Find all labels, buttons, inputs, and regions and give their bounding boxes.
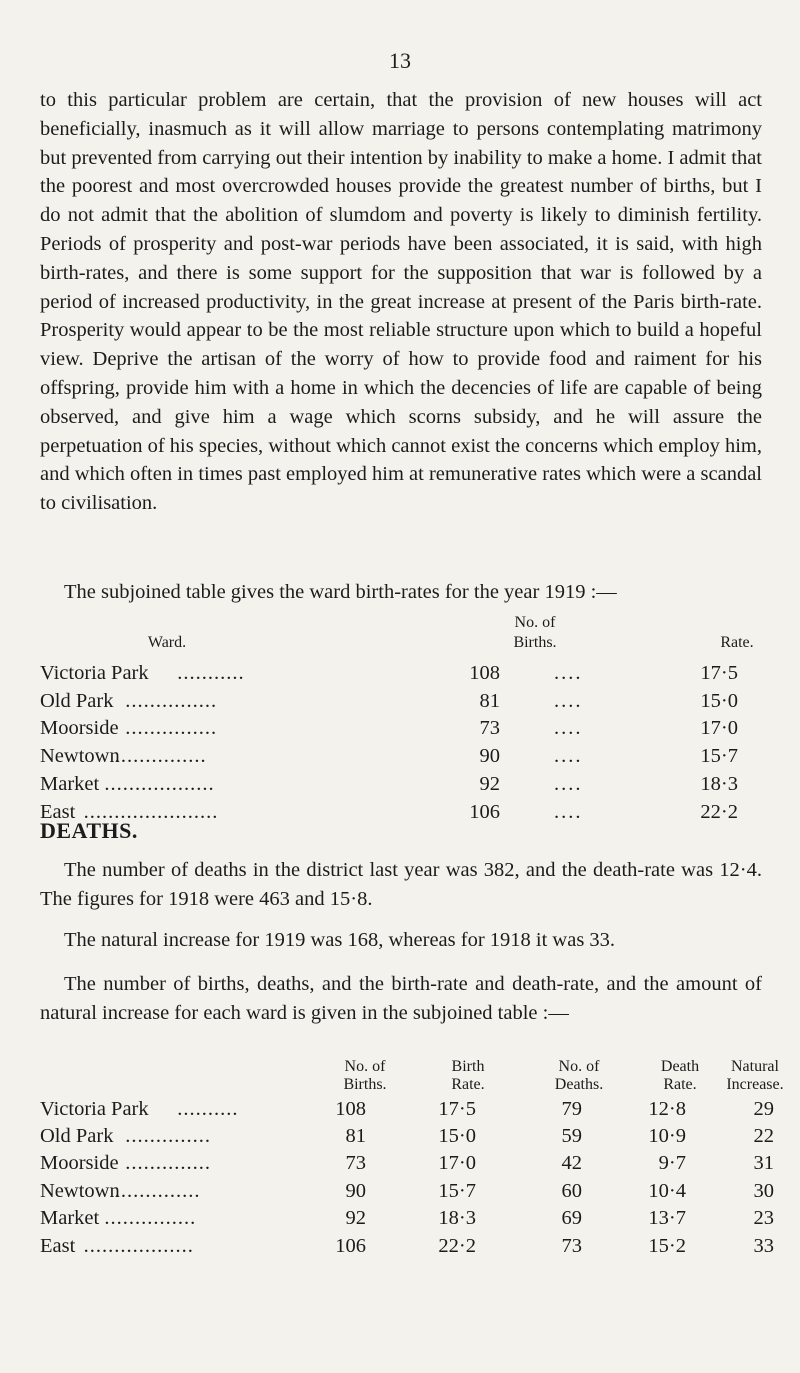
header2-deaths-line1: No. of <box>558 1058 600 1075</box>
deaths-heading: DEATHS. <box>40 818 138 843</box>
leader-dots: .................. <box>104 773 215 795</box>
births-value: 108 <box>335 1098 366 1120</box>
header2-natural-increase <box>712 1058 798 1094</box>
births-value: 90 <box>479 745 500 767</box>
birth-rate-value: 15·0 <box>438 1125 476 1147</box>
paragraph-ward-table-intro: The number of births, deaths, and the birth-rate and death-rate, and the amount of natural increase for each ward is given in the subjoined table :— <box>40 973 762 1024</box>
ward-name: Victoria Park <box>40 662 149 684</box>
table1-row <box>40 717 780 743</box>
header2-birth-rate-line1: Birth <box>451 1058 485 1075</box>
leader-dots: ...................... <box>83 801 219 823</box>
table2-row <box>40 1180 780 1206</box>
header-ward: Ward. <box>147 634 187 651</box>
ward-name: Newtown <box>40 745 120 767</box>
header2-natural-increase-line1: Natural <box>731 1058 779 1075</box>
separator-dots: .... <box>554 690 583 712</box>
rate-value: 17·0 <box>700 717 738 739</box>
births-value: 108 <box>469 662 500 684</box>
leader-dots: ............... <box>125 717 218 739</box>
death-rate-value: 10·9 <box>648 1125 686 1147</box>
table1-row <box>40 801 780 827</box>
births-value: 106 <box>469 801 500 823</box>
header2-births <box>320 1058 410 1094</box>
table2-row <box>40 1235 780 1261</box>
birth-rate-value: 15·7 <box>438 1180 476 1202</box>
rate-value: 15·0 <box>700 690 738 712</box>
leader-dots: .............. <box>125 1152 211 1174</box>
natural-increase-value: 31 <box>753 1152 774 1174</box>
birth-rate-value: 17·5 <box>438 1098 476 1120</box>
header2-death-rate-line1: Death <box>660 1058 700 1075</box>
separator-dots: .... <box>554 773 583 795</box>
table1-row <box>40 745 780 771</box>
ward-name: Moorside <box>40 717 119 739</box>
table1-row <box>40 690 780 716</box>
deaths-value: 60 <box>561 1180 582 1202</box>
natural-increase-value: 29 <box>753 1098 774 1120</box>
table1-row <box>40 662 780 688</box>
header-births-line1: No. of <box>514 614 556 631</box>
birth-rate-value: 22·2 <box>438 1235 476 1257</box>
separator-dots: .... <box>554 745 583 767</box>
ward-name: Moorside <box>40 1152 119 1174</box>
header2-death-rate <box>640 1058 720 1094</box>
ward-name: Market <box>40 1207 100 1229</box>
leader-dots: .......... <box>177 1098 239 1120</box>
deaths-value: 59 <box>561 1125 582 1147</box>
death-rate-value: 13·7 <box>648 1207 686 1229</box>
deaths-value: 79 <box>561 1098 582 1120</box>
births-value: 81 <box>345 1125 366 1147</box>
death-rate-value: 9·7 <box>658 1152 686 1174</box>
table2-row <box>40 1125 780 1151</box>
deaths-value: 42 <box>561 1152 582 1174</box>
births-value: 81 <box>479 690 500 712</box>
table2-row <box>40 1152 780 1178</box>
natural-increase-value: 23 <box>753 1207 774 1229</box>
separator-dots: .... <box>554 662 583 684</box>
ward-name: East <box>40 801 76 823</box>
leader-dots: ............... <box>125 690 218 712</box>
births-value: 73 <box>479 717 500 739</box>
leader-dots: ............... <box>104 1207 197 1229</box>
separator-dots: .... <box>554 717 583 739</box>
death-rate-value: 10·4 <box>648 1180 686 1202</box>
table2-row <box>40 1207 780 1233</box>
death-rate-value: 15·2 <box>648 1235 686 1257</box>
paragraph-natural-increase: The natural increase for 1919 was 168, whereas for 1918 it was 33. <box>64 929 616 951</box>
leader-dots: ........... <box>177 662 245 684</box>
paragraph-intro: to this particular problem are certain, that the provision of new houses will act beneficially, inasmuch as it will allow marriage to persons contemplating matrimony but prevented from carrying out their intention by inability to make a home. I admit that the poorest and most overcrowded houses provide the greatest number of births, but I do not admit that the abolition of slumdom and poverty is likely to diminish fertility. Periods of prosperity and post-war periods have been associated, it is said, with high birth-rates, and there is some support for the supposition that war is followed by a period of increased productivity, in the great increase at present of the Paris birth-rate. Prosperity would appear to be the most reliable structure upon which to build a hopeful view. Deprive the artisan of the worry of how to provide food and raiment for his offspring, provide him with a home in which the decencies of life are capable of being observed, and give him a wage which scorns subsidy, and he will assure the perpetuation of his species, without which cannot exist the concerns which employ him, and which often in times past employed him at remunerative rates which were a scandal to civilisation. <box>40 89 762 515</box>
header2-births-line2: Births. <box>343 1076 387 1093</box>
rate-value: 15·7 <box>700 745 738 767</box>
ward-name: Old Park <box>40 690 114 712</box>
natural-increase-value: 33 <box>753 1235 774 1257</box>
deaths-value: 69 <box>561 1207 582 1229</box>
separator-dots: .... <box>554 801 583 823</box>
death-rate-value: 12·8 <box>648 1098 686 1120</box>
natural-increase-value: 22 <box>753 1125 774 1147</box>
ward-name: Victoria Park <box>40 1098 149 1120</box>
header2-birth-rate-line2: Rate. <box>451 1076 485 1093</box>
header-rate: Rate. <box>720 634 754 651</box>
header2-deaths <box>534 1058 624 1094</box>
header2-deaths-line2: Deaths. <box>554 1076 604 1093</box>
table1-row <box>40 773 780 799</box>
birth-rate-value: 18·3 <box>438 1207 476 1229</box>
rate-value: 18·3 <box>700 773 738 795</box>
ward-name: East <box>40 1235 76 1257</box>
births-value: 73 <box>345 1152 366 1174</box>
natural-increase-value: 30 <box>753 1180 774 1202</box>
ward-name: Newtown <box>40 1180 120 1202</box>
leader-dots: .............. <box>114 1180 201 1202</box>
paragraph-deaths: The number of deaths in the district last year was 382, and the death-rate was 12·4. The figures for 1918 were 463 and 15·8. <box>40 859 762 910</box>
ward-name: Old Park <box>40 1125 114 1147</box>
leader-dots: .................. <box>83 1235 194 1257</box>
rate-value: 22·2 <box>700 801 738 823</box>
header-births-line2: Births. <box>513 634 557 651</box>
header2-birth-rate <box>428 1058 508 1094</box>
ward-name: Market <box>40 773 100 795</box>
header2-natural-increase-line2: Increase. <box>726 1076 784 1093</box>
leader-dots: ............... <box>114 745 207 767</box>
deaths-value: 73 <box>561 1235 582 1257</box>
page-number: 13 <box>389 48 411 73</box>
paragraph-table-intro: The subjoined table gives the ward birth-rates for the year 1919 :— <box>64 581 617 603</box>
births-value: 90 <box>345 1180 366 1202</box>
birth-rate-value: 17·0 <box>438 1152 476 1174</box>
rate-value: 17·5 <box>700 662 738 684</box>
table2-row <box>40 1098 780 1124</box>
births-value: 92 <box>345 1207 366 1229</box>
header2-births-line1: No. of <box>344 1058 386 1075</box>
header2-death-rate-line2: Rate. <box>663 1076 697 1093</box>
births-value: 92 <box>479 773 500 795</box>
births-value: 106 <box>335 1235 366 1257</box>
leader-dots: .............. <box>125 1125 211 1147</box>
